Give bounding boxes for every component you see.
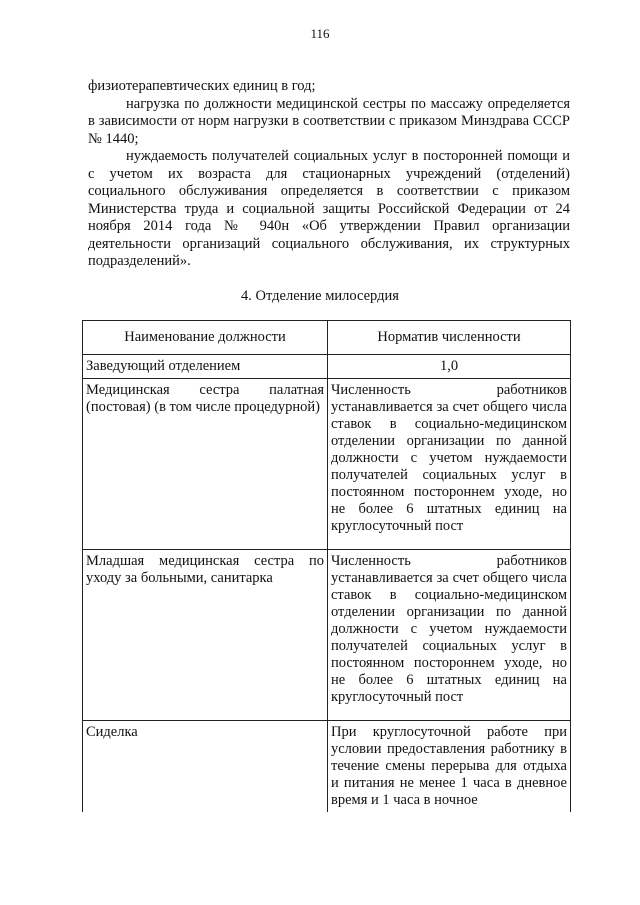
cell-position: Медицинская сестра палатная (постовая) (в том числе процедурной) xyxy=(83,379,328,550)
table-row xyxy=(83,721,571,813)
cell-position: Заведующий отделением xyxy=(83,355,328,379)
cell-position: Младшая медицинская сестра по уходу за больными, санитарка xyxy=(83,550,328,721)
body-text xyxy=(88,78,570,271)
cell-norm: Численность работников устанавливается за счет общего числа ставок в социально-медицинском отделении организации по данной должности с учетом нуждаемости получателей социальных услуг в постоянном постороннем уходе, но не более 6 штатных единиц на круглосуточный пост xyxy=(328,379,571,550)
header-norm: Норматив численности xyxy=(328,321,571,355)
table-row xyxy=(83,550,571,721)
cell-norm: При круглосуточной работе при условии предоставления работнику в течение смены перерыва для отдыха и питания не менее 1 часа в дневное время и 1 часа в ночное xyxy=(328,721,571,813)
page-number: 116 xyxy=(310,26,330,41)
cell-position: Сиделка xyxy=(83,721,328,813)
table-header-row xyxy=(83,321,571,355)
staffing-table xyxy=(82,320,571,812)
paragraph: физиотерапевтических единиц в год; xyxy=(88,78,316,94)
cell-norm: Численность работников устанавливается за счет общего числа ставок в социально-медицинском отделении организации по данной должности с учетом нуждаемости получателей социальных услуг в постоянном постороннем уходе, но не более 6 штатных единиц на круглосуточный пост xyxy=(328,550,571,721)
table-row xyxy=(83,379,571,550)
header-position: Наименование должности xyxy=(83,321,328,355)
paragraph: нагрузка по должности медицинской сестры по массажу определяется в зависимости от норм нагрузки в соответствии с приказом Минздрава СССР № 1440; xyxy=(88,95,570,147)
table-row xyxy=(83,355,571,379)
section-title: 4. Отделение милосердия xyxy=(241,288,399,304)
paragraph: нуждаемость получателей социальных услуг в посторонней помощи и с учетом их возраста для стационарных учреждений (отделений) социального обслуживания определяется в соответствии с приказом Министерства труда и социальной защиты Российской Федерации от 24 ноября 2014 года № 940н «Об утверждении Правил организации деятельности организаций социального обслуживания, их структурных подразделений». xyxy=(88,148,570,269)
cell-norm: 1,0 xyxy=(328,355,571,379)
